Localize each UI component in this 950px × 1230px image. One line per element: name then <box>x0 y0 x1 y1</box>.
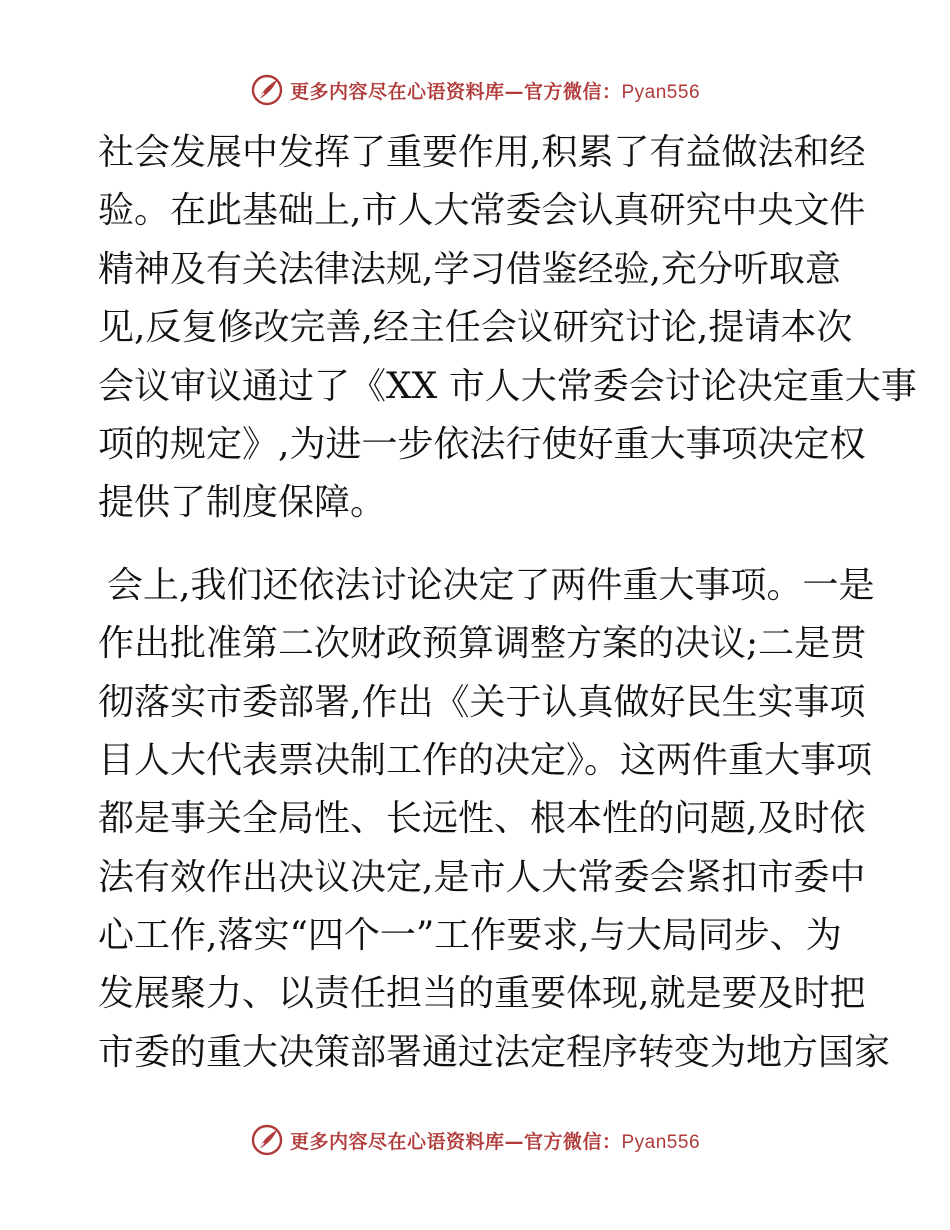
paragraph-2 <box>98 557 891 1141</box>
watermark-text: 更多内容尽在心语资料库—官方微信：Pyan556 <box>289 80 701 103</box>
text-line: 见,反复修改完善,经主任会议研究讨论,提请本次 <box>98 307 853 349</box>
watermark-account: Pyan556 <box>621 81 701 103</box>
text-line: 发展聚力、以责任担当的重要体现,就是要及时把 <box>98 973 866 1015</box>
text-line: 会上,我们还依法讨论决定了两件重大事项。一是 <box>107 564 875 606</box>
text-line: 社会发展中发挥了重要作用,积累了有益做法和经 <box>98 132 866 173</box>
text-line: 目人大代表票决制工作的决定》。这两件重大事项 <box>98 739 873 781</box>
watermark-text: 更多内容尽在心语资料库—官方微信：Pyan556 <box>289 1130 701 1153</box>
text-line: 验。在此基础上,市人大常委会认真研究中央文件 <box>98 190 866 232</box>
header-watermark <box>0 70 950 110</box>
paragraph-1 <box>98 124 917 533</box>
text-line: 都是事关全局性、长远性、根本性的问题,及时依 <box>98 798 866 840</box>
quill-logo-icon <box>250 1123 284 1157</box>
text-line: 彻落实市委部署,作出《关于认真做好民生实事项 <box>98 681 866 723</box>
text-line: 会议审议通过了《XX 市人大常委会讨论决定重大事 <box>98 365 917 407</box>
text-line: 市委的重大决策部署通过法定程序转变为地方国家 <box>98 1031 891 1073</box>
footer-watermark <box>0 1120 950 1160</box>
watermark-account: Pyan556 <box>621 1131 701 1153</box>
text-line: 精神及有关法律法规,学习借鉴经验,充分听取意 <box>98 248 841 290</box>
document-body <box>98 124 917 1141</box>
text-line: 提供了制度保障。 <box>98 482 387 524</box>
text-line: 心工作,落实“四个一”工作要求,与大局同步、为 <box>98 915 842 957</box>
text-line: 法有效作出决议决定,是市人大常委会紧扣市委中 <box>98 856 866 898</box>
quill-logo-icon <box>250 73 284 107</box>
text-line: 项的规定》,为进一步依法行使好重大事项决定权 <box>98 423 866 465</box>
text-line: 作出批准第二次财政预算调整方案的决议;二是贯 <box>98 623 867 665</box>
